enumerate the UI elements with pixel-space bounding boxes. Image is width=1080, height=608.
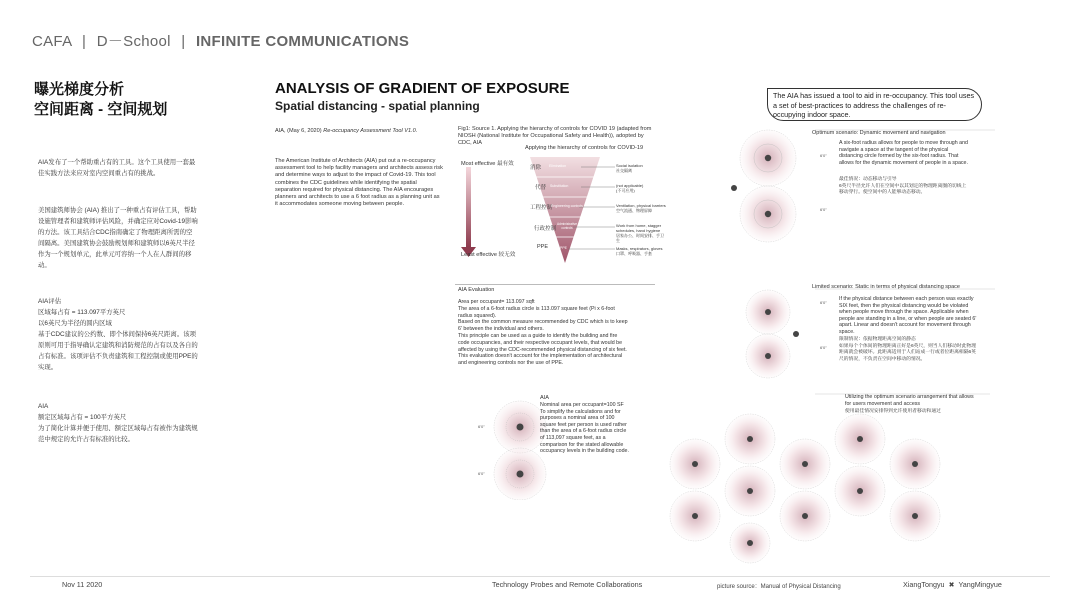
- eval-body: Area per occupant= 113.097 sqft The area of a 6-foot radius circle is 113.097 square feet (Pi x 6-foot radius squared). Based on the common measure recommended by CDC which is to keep 6' between the individual and others. This principle can be used as a guide to identify the building and fire code occupancies, and their respective occupant levels, that would be affected by using the CDC-recommended physical distancing of six feet. This evaluation doesn't account for the implementation of architectural and engineering controls nor the use of PPE.: [458, 299, 628, 367]
- limited-body: If the physical distance between each person was exactly SIX feet, then the physical distancing would be violated when people move through the space. Applicable when people are standing in a line, or when people are seated 6' apart. Linear and doesn't account for movement through space.: [839, 296, 977, 335]
- footer-date: Nov 11 2020: [62, 580, 103, 589]
- level-note-1: Social isolation 社交隔离: [616, 163, 643, 173]
- level-cn-2: 代替: [535, 185, 547, 191]
- least-effective-label: Least effective 较无效: [461, 252, 516, 258]
- cn-paragraph-3: AIA评估 区域每占有 = 113.097平方英尺 以6英尺为半径的圆内区域 基于CDC建议的公约数、即个体间保持6英尺距离。该项原则可用于指导确认定建筑和消防规范的占有以及各自的占有标准。该项评估不负责建筑和工程控制或使用PPE的实现。: [38, 298, 198, 371]
- intro-paragraph: The American Institute of Architects (AIA) put out a re-occupancy assessment tool to help facility managers and architects assess risk and determine ways to adjust to the impact of Covid-19. This tool combines the CDC guidelines while identifying the spatial separation required for physical distancing. The AIA encourages planners and architects to use a 6 foot radius as a planning unit as it accommodates someone moving between people.: [275, 158, 443, 208]
- page-subtitle: Spatial distancing - spatial planning: [275, 99, 480, 113]
- utilizing-body: Utilizing the optimum scenario arrangement that allows for users movement and access: [845, 394, 974, 407]
- level-cn-1: 消除: [530, 165, 542, 171]
- page-title: ANALYSIS OF GRADIENT OF EXPOSURE: [275, 80, 570, 97]
- most-effective-label: Most effective 最有效: [461, 161, 514, 167]
- level-note-2: (not applicable) (不可应用): [616, 183, 644, 193]
- footer-authors: XiangTongyu ✖ YangMingyue: [903, 580, 1002, 589]
- footer-source: picture source：Manual of Physical Distancing: [717, 584, 841, 590]
- level-note-5: Masks, respirators, gloves 口罩、呼吸器、手套: [616, 246, 663, 256]
- dim-label: 6'0": [478, 424, 485, 429]
- level-en-3: Engineering controls: [551, 204, 583, 208]
- dim-label: 6'0": [820, 153, 827, 158]
- optimum-cn: 最佳情况：动态移动与引导 6英尺半径允许人们在空间中以其划定的物理距离圈的切线上移动穿行。使空间中的人能够动态移动。: [839, 177, 967, 196]
- optimum-circles: [731, 130, 796, 242]
- optimum-body: A six-foot radius allows for people to move through and navigate a space at the tangent of the physical distancing circle formed by the six-foot radius. That allows for the dynamic movement of people in a space.: [839, 140, 968, 166]
- divider: [455, 284, 655, 285]
- level-en-5: PPE: [560, 246, 568, 250]
- nominal-body: Nominal area per occupant=100 SF To simplify the calculations and for purposes a nominal area of 100 square feet per person is used rather than the area of a 6-foot radius circle of 113,097 square feet, as a comparison for the stated allowable occupancy levels in the building code.: [540, 402, 629, 455]
- utilizing-circles: [670, 414, 940, 563]
- level-note-4: Work from home, stagger schedules, hand hygiene 居家办公、时间安排、手卫生: [616, 223, 664, 243]
- dim-label: 6'0": [820, 300, 827, 305]
- level-cn-4: 行政控制: [534, 226, 557, 232]
- eval-title: AIA Evaluation: [458, 287, 495, 293]
- brand: CAFA: [32, 33, 72, 50]
- dim-label: 6'0": [478, 471, 485, 476]
- utilizing-cn: 使用最佳情况安排得到允许使用者移动和通过: [845, 409, 941, 414]
- cn-title: 曝光梯度分析 空间距离 - 空间规划: [34, 81, 168, 118]
- citation: AIA, (May 6, 2020) Re-occupancy Assessment Tool V1.0.: [275, 128, 418, 134]
- footer-center: Technology Probes and Remote Collaborations: [492, 580, 643, 589]
- callout-box: The AIA has issued a tool to aid in re-occupancy. This tool uses a set of best-practices to address the challenges of re-occupying indoor space.: [767, 88, 982, 121]
- effectiveness-arrow: [466, 167, 471, 247]
- limited-title: Limited scenario: Static in terms of physical distancing space: [812, 284, 960, 290]
- nominal-title: AIA: [540, 395, 550, 401]
- level-cn-5: PPE: [537, 244, 549, 250]
- header-title: INFINITE COMMUNICATIONS: [195, 33, 410, 50]
- level-cn-3: 工程控制: [530, 205, 553, 211]
- optimum-title: Optimum scenario: Dynamic movement and navigation: [812, 130, 946, 136]
- header: CAFA | D－School | INFINITE COMMUNICATIONS: [32, 33, 410, 50]
- level-en-1: Elimination: [549, 164, 567, 168]
- level-en-2: Substitution: [550, 184, 569, 188]
- footer-divider: [30, 576, 1050, 577]
- cn-paragraph-1: AIA发布了一个帮助重占有的工具。这个工具使用一套最佳实践方法来应对室内空间重占有的挑战。: [38, 159, 196, 177]
- level-note-3: Ventilation, physical barriers 空气流通、物理屏障: [616, 203, 666, 213]
- cn-paragraph-2: 美国建筑师协会 (AIA) 推出了一种重占有评估工具，帮助设施管理者和建筑师评估风险，并确定应对Covid-19影响的方法。该工具结合CDC指南确定了物理距离所需的空间隔离。美国建筑协会鼓励规划师和建筑师以6英尺半径作为一个规划单元，此单元可容纳一个人在人群间的移动。: [38, 207, 198, 269]
- limited-circles: [746, 290, 799, 378]
- figure-title: Applying the hierarchy of controls for COVID-19: [525, 145, 644, 151]
- dim-label: 6'0": [820, 207, 827, 212]
- limited-cn: 限制情况：依据物理距离空间的静态 如果每个个体间的物理距离正好是6英尺，则当人们移动时此物理距离就会被破坏。此距离适用于人们站成一行或者位距离相隔6英尺的情况，不负责在空间中移动的情况。: [839, 337, 976, 362]
- figure-caption: Fig1: Source 1. Applying the hierarchy of controls for COVID 19 (adapted from NIOSH (National Institute for Occupational Safety and Health)), adopted by CDC, AIA: [458, 126, 652, 147]
- level-en-4: Administrative controls: [556, 222, 578, 230]
- school-name: D－School: [96, 33, 171, 50]
- cn-paragraph-4: AIA 额定区域每占有 = 100平方英尺 为了简化计算并便于使用、额定区域每占有被作为建筑规范中规定的允许占有标准的比较。: [38, 403, 198, 443]
- cross-icon: ✖: [948, 580, 955, 589]
- dim-label: 6'0": [820, 345, 827, 350]
